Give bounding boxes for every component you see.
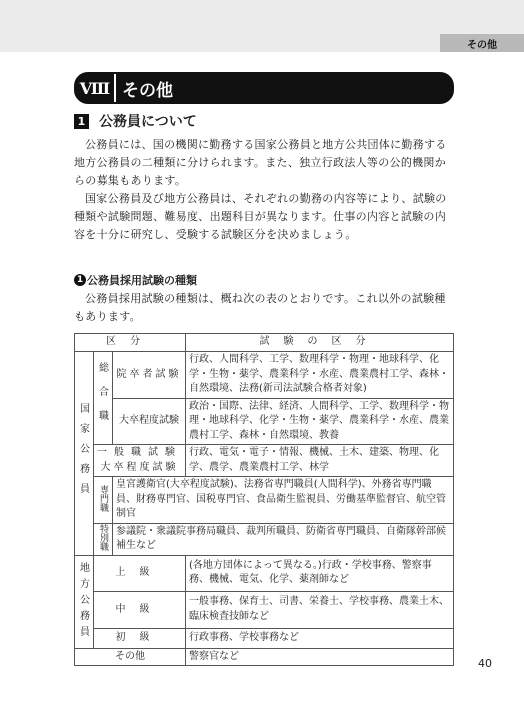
chapter-title: その他 (114, 74, 452, 102)
header-kubun: 区分 (75, 334, 186, 352)
ippan-category (94, 445, 186, 477)
senmon-content: 皇宮護衛官(大卒程度試験)、法務省専門職員(人間科学)、外務省専門職員、財務専門官、国税専門官、食品衛生監視員、労働基準監督官、航空管制官 (113, 477, 454, 524)
intro-paragraph-1: 公務員には、国の機関に勤務する国家公務員と地方公共団体に勤務する地方公務員の二種類に分けられます。また、独立行政法人等の公的機関からの募集もあります。 (74, 138, 447, 187)
subsection-title: 公務員採用試験の種類 (87, 274, 197, 287)
daisotsu-category: 大卒程度試験 (113, 398, 186, 445)
table-row (75, 477, 454, 524)
table-header-row (75, 334, 454, 352)
senmon-label-text: 専門職 (98, 484, 108, 512)
chapter-heading (74, 72, 454, 104)
subsection-heading (74, 272, 197, 288)
table-row (75, 555, 454, 592)
section-heading (74, 111, 197, 131)
ippan-content: 行政、電気・電子・情報、機械、土木、建築、物理、化学、農学、農業農村工学、林学 (186, 445, 454, 477)
intro-paragraph-2: 国家公務員及び地方公務員は、それぞれの勤務の内容等により、試験の種類や試験問題、難易度、出題科目が異なります。仕事の内容と試験の内容を十分に研究し、受験する試験区分を決めましょう。 (74, 192, 447, 241)
senmon-category (94, 477, 113, 524)
sogo-shoku-label (94, 352, 113, 445)
daisotsu-content: 政治・国際、法律、経済、人間科学、工学、数理科学・物理・地球科学、化学・生物・薬学、農業科学・水産、農業農村工学、森林・自然環境、教養 (186, 398, 454, 445)
header-shiken-kubun: 試験の区分 (186, 334, 454, 352)
table-row (75, 398, 454, 445)
chapter-number: Ⅷ (79, 78, 111, 98)
sonota-content: 警察官など (186, 648, 454, 666)
chiho-komuin-label (75, 555, 94, 648)
jokyu-category: 上級 (94, 555, 186, 592)
subsection-paragraph: 公務員採用試験の種類は、概ね次の表のとおりです。これ以外の試験種もあります。 (74, 292, 446, 323)
tokubetsu-content: 参議院・衆議院事務局職員、裁判所職員、防衛省専門職員、自衛隊幹部候補生など (113, 523, 454, 555)
exam-types-table (74, 333, 454, 666)
sonota-category: その他 (75, 648, 186, 666)
table-row (75, 628, 454, 648)
section-number: 1 (74, 114, 89, 129)
table-row (75, 648, 454, 666)
insha-category: 院卒者試験 (113, 352, 186, 399)
tokubetsu-category (94, 523, 113, 555)
page-number: 40 (478, 657, 492, 670)
circled-number-marker: 1 (74, 274, 86, 286)
chukyu-category: 中級 (94, 592, 186, 629)
shokyu-category: 初級 (94, 628, 186, 648)
chiho-label-text: 地方公務員 (77, 561, 89, 642)
header-section-tab: その他 (440, 34, 524, 52)
kokka-label-text: 国家公務員 (77, 403, 89, 504)
kokka-komuin-label (75, 352, 94, 556)
table-row (75, 592, 454, 629)
jokyu-content: (各地方団体によって異なる。)行政・学校事務、警察事務、機械、電気、化学、薬剤師など (186, 555, 454, 592)
ippan-category-line2: 大卒程度試験 (100, 461, 179, 473)
sogo-label-text: 総合職 (96, 362, 108, 434)
chukyu-content: 一般事務、保育士、司書、栄養士、学校事務、農業土木、臨床検査技師など (186, 592, 454, 629)
tokubetsu-label-text: 特別職 (98, 524, 108, 551)
insha-content: 行政、人間科学、工学、数理科学・物理・地球科学、化学・生物・薬学、農業科学・水産、農業農村工学、森林・自然環境、法務(新司法試験合格者対象) (186, 352, 454, 399)
table-row (75, 523, 454, 555)
table-row (75, 445, 454, 477)
ippan-category-line1: 一般職試験 (97, 447, 182, 458)
table-row (75, 352, 454, 399)
shokyu-content: 行政事務、学校事務など (186, 628, 454, 648)
section-title: 公務員について (99, 114, 197, 130)
